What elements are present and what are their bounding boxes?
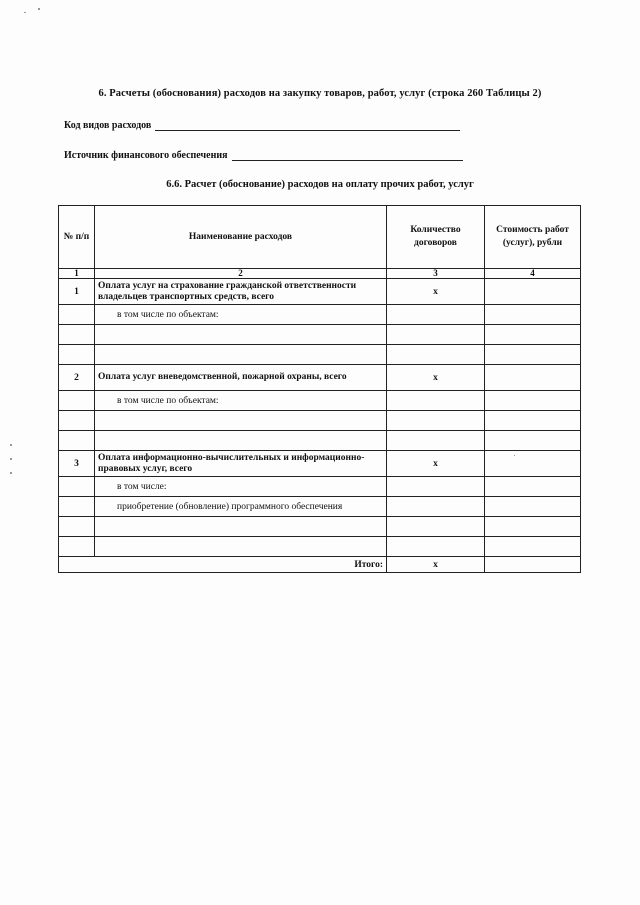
section-title: 6. Расчеты (обоснования) расходов на закупку товаров, работ, услуг (строка 260 Таблицы 2) [98, 88, 542, 99]
row-count[interactable]: x [387, 279, 485, 305]
row-name [95, 345, 387, 365]
row-cost[interactable] [485, 365, 581, 391]
scan-speck [38, 8, 40, 10]
row-name: в том числе по объектам: [95, 305, 387, 325]
row-name: в том числе по объектам: [95, 391, 387, 411]
expenses-table [58, 205, 581, 573]
table-row [59, 537, 581, 557]
row-count[interactable]: x [387, 451, 485, 477]
column-number-row [59, 269, 581, 279]
column-number: 4 [485, 269, 581, 279]
row-cost[interactable] [485, 477, 581, 497]
column-number: 2 [95, 269, 387, 279]
row-number: 2 [59, 365, 95, 391]
row-cost[interactable] [485, 391, 581, 411]
row-name [95, 325, 387, 345]
total-cost[interactable] [485, 557, 581, 573]
row-cost[interactable] [485, 537, 581, 557]
row-count[interactable] [387, 517, 485, 537]
row-number [59, 517, 95, 537]
total-row [59, 557, 581, 573]
table-row [59, 477, 581, 497]
header-count: Количество договоров [387, 206, 485, 269]
header-num: № п/п [59, 206, 95, 269]
table-row [59, 365, 581, 391]
row-count[interactable] [387, 537, 485, 557]
header-cost: Стоимость работ (услуг), рубли [485, 206, 581, 269]
funding-source-line[interactable] [232, 150, 463, 161]
row-count[interactable] [387, 431, 485, 451]
row-cost[interactable] [485, 345, 581, 365]
row-count[interactable] [387, 305, 485, 325]
table-row [59, 345, 581, 365]
table-row [59, 517, 581, 537]
table-row [59, 451, 581, 477]
row-count[interactable]: x [387, 365, 485, 391]
row-count[interactable] [387, 411, 485, 431]
table-row [59, 431, 581, 451]
row-cost[interactable] [485, 411, 581, 431]
row-cost[interactable] [485, 279, 581, 305]
row-number [59, 305, 95, 325]
row-number [59, 477, 95, 497]
row-number: 1 [59, 279, 95, 305]
funding-source-field [64, 150, 463, 161]
scan-speck [10, 472, 12, 474]
row-name: приобретение (обновление) программного обеспечения [95, 497, 387, 517]
expense-code-field [64, 120, 460, 131]
table-row [59, 305, 581, 325]
row-number [59, 411, 95, 431]
column-number: 3 [387, 269, 485, 279]
row-count[interactable] [387, 345, 485, 365]
scan-speck [24, 12, 26, 13]
header-name: Наименование расходов [95, 206, 387, 269]
row-count[interactable] [387, 391, 485, 411]
row-name: Оплата услуг вневедомственной, пожарной охраны, всего [95, 365, 387, 391]
funding-source-label: Источник финансового обеспечения [64, 150, 228, 161]
row-cost[interactable] [485, 451, 581, 477]
table-row [59, 391, 581, 411]
row-number [59, 391, 95, 411]
table-row [59, 279, 581, 305]
table-row [59, 497, 581, 517]
row-cost[interactable] [485, 325, 581, 345]
scan-speck [10, 444, 12, 446]
total-count[interactable]: x [387, 557, 485, 573]
row-count[interactable] [387, 497, 485, 517]
row-name: в том числе: [95, 477, 387, 497]
table-header-row [59, 206, 581, 269]
column-number: 1 [59, 269, 95, 279]
row-cost[interactable] [485, 305, 581, 325]
row-number [59, 497, 95, 517]
table-row [59, 411, 581, 431]
row-cost[interactable] [485, 517, 581, 537]
row-name: Оплата услуг на страхование гражданской ответственности владельцев транспортных средств, всего [95, 279, 387, 305]
table-row [59, 325, 581, 345]
expense-code-label: Код видов расходов [64, 120, 152, 131]
subsection-title: 6.6. Расчет (обоснование) расходов на оплату прочих работ, услуг [166, 179, 474, 190]
row-number [59, 537, 95, 557]
total-label: Итого: [59, 557, 387, 573]
expense-code-line[interactable] [155, 120, 460, 131]
row-name [95, 537, 387, 557]
row-cost[interactable] [485, 431, 581, 451]
row-name [95, 517, 387, 537]
row-name [95, 411, 387, 431]
row-count[interactable] [387, 477, 485, 497]
row-name [95, 431, 387, 451]
row-number [59, 345, 95, 365]
row-count[interactable] [387, 325, 485, 345]
row-number [59, 431, 95, 451]
row-number: 3 [59, 451, 95, 477]
row-number [59, 325, 95, 345]
scan-speck [514, 455, 515, 456]
row-cost[interactable] [485, 497, 581, 517]
row-name: Оплата информационно-вычислительных и информационно-правовых услуг, всего [95, 451, 387, 477]
scan-speck [10, 458, 12, 460]
